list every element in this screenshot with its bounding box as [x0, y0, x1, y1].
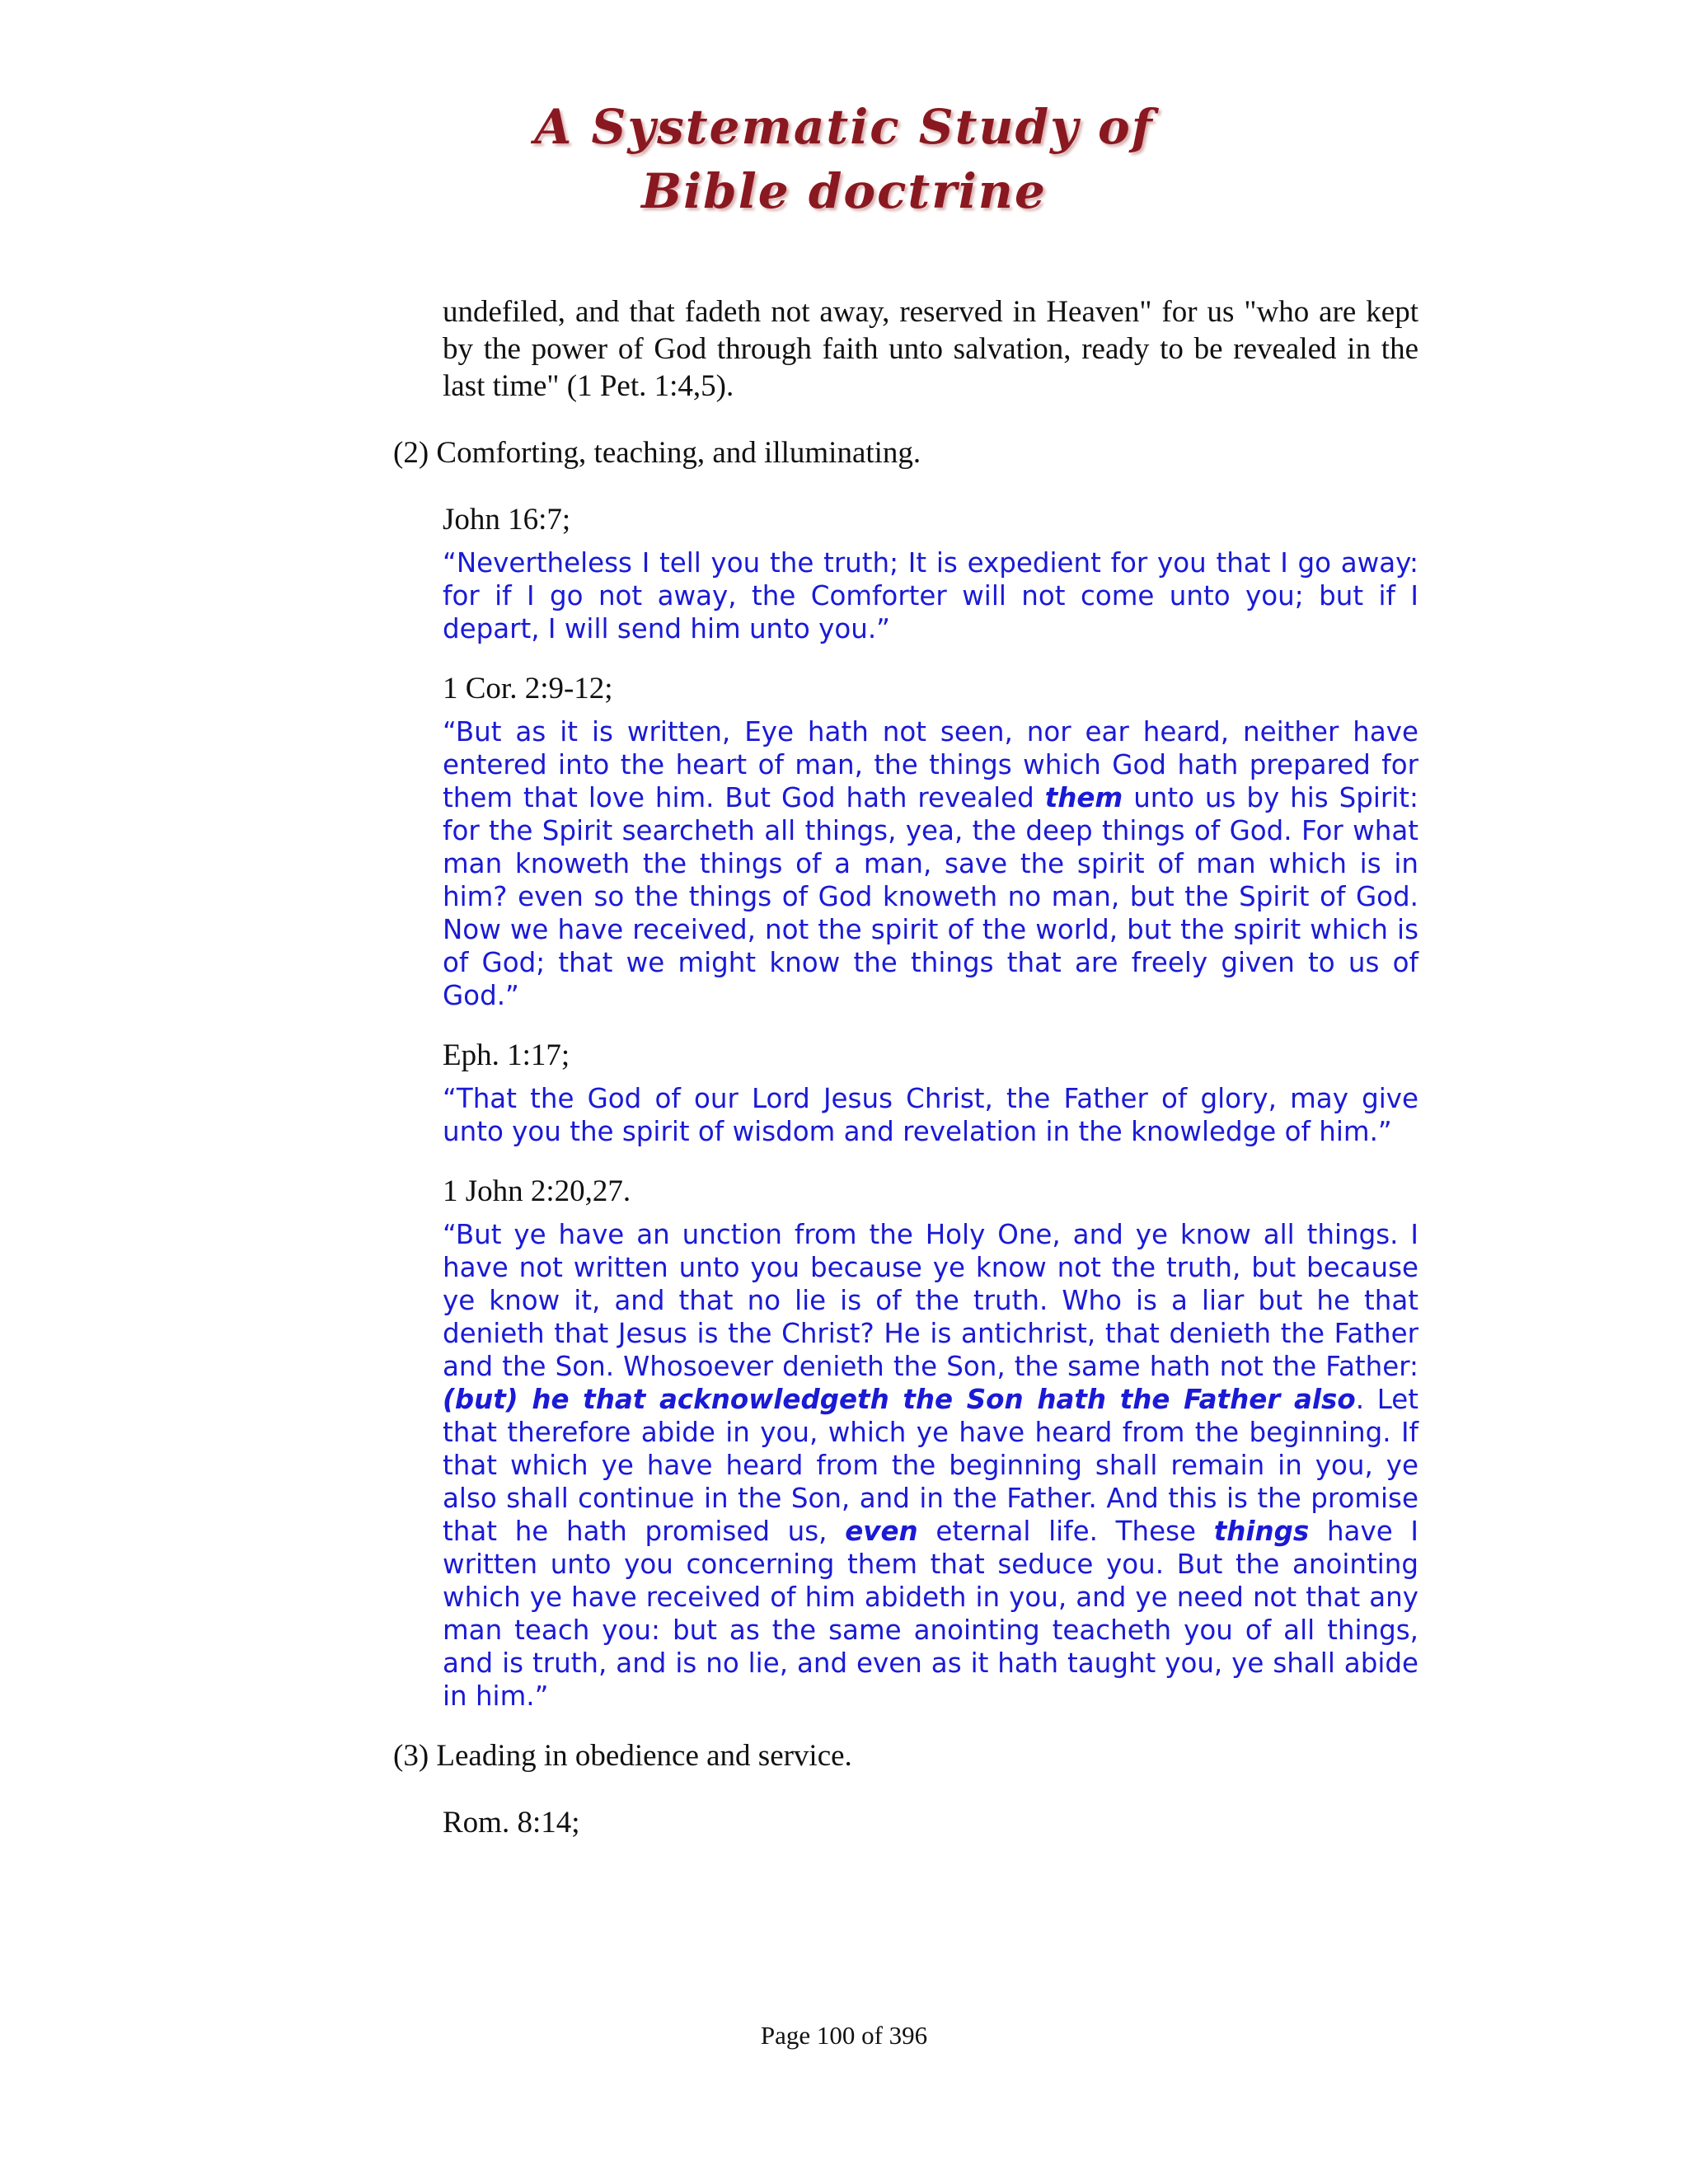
scripture-reference: Rom. 8:14; — [443, 1806, 580, 1840]
verse-text: “But ye have an unction from the Holy One, and ye know all things. I have not written unto you because ye know not the truth, but because ye know it, and that no lie is of the truth. Who is a liar but he that denieth that Jesus is the Christ? He is antichrist, that denieth the Father and the Son. Whosoever denieth the Son, the same hath not the Father: — [443, 1219, 1418, 1382]
scripture-reference: John 16:7; — [443, 503, 571, 537]
scripture-reference: 1 John 2:20,27. — [443, 1174, 631, 1208]
scripture-verse — [443, 1082, 1418, 1148]
verse-text: “Nevertheless I tell you the truth; It is expedient for you that I go away: for if I go not away, the Comforter will not come unto you; but if I depart, I will send him unto you.” — [443, 547, 1418, 644]
scripture-reference: 1 Cor. 2:9-12; — [443, 672, 613, 705]
verse-text: . Let that therefore abide in you, which ye have heard from the beginning. If that which ye have heard from the beginning shall remain in you, ye also shall continue in the Son, and in the Father. And this is the promise that he hath promised us, — [443, 1384, 1418, 1547]
scripture-reference: Eph. 1:17; — [443, 1038, 570, 1072]
verse-text: “That the God of our Lord Jesus Christ, the Father of glory, may give unto you the spirit of wisdom and revelation in the knowledge of him.” — [443, 1083, 1418, 1147]
scripture-verse — [443, 546, 1418, 645]
verse-emphasis: things — [1213, 1516, 1310, 1547]
verse-emphasis: even — [845, 1516, 918, 1547]
page-header — [0, 95, 1688, 223]
verse-emphasis: (but) he that acknowledgeth the Son hath the Father also — [443, 1384, 1356, 1415]
header-title-line-2: Bible doctrine — [641, 163, 1047, 219]
verse-text: “But as it is written, Eye hath not seen, nor ear heard, neither have entered into the heart of man, the things which God hath prepared for them that love him. But God hath revealed — [443, 716, 1418, 813]
section-2-heading: (2) Comforting, teaching, and illuminating. — [393, 436, 921, 470]
scripture-verse — [443, 1218, 1418, 1713]
header-title-line-1: A Systematic Study of — [534, 99, 1154, 155]
page-number: Page 100 of 396 — [760, 2021, 928, 2050]
verse-text: unto us by his Spirit: for the Spirit searcheth all things, yea, the deep things of God. For what man knoweth the things of a man, save the spirit of man which is in him? even so the things of God knoweth no man, but the Spirit of God. Now we have received, not the spirit of the world, but the spirit which is of God; that we might know the things that are freely given to us of God.” — [443, 782, 1418, 1011]
verse-text: have I written unto you concerning them that seduce you. But the anointing which ye have received of him abideth in you, and ye need not that any man teach you: but as the same anointing teacheth you of all things, and is truth, and is no lie, and even as it hath taught you, ye shall abide in him.” — [443, 1516, 1418, 1712]
section-3-heading: (3) Leading in obedience and service. — [393, 1739, 852, 1773]
scripture-verse — [443, 715, 1418, 1012]
page-content — [393, 293, 1418, 1849]
verse-emphasis: them — [1044, 782, 1123, 813]
verse-text: eternal life. These — [917, 1516, 1214, 1547]
continuation-paragraph: undefiled, and that fadeth not away, reserved in Heaven" for us "who are kept by the power of God through faith unto salvation, ready to be revealed in the last time" (1 Pet. 1:4,5). — [443, 295, 1418, 403]
